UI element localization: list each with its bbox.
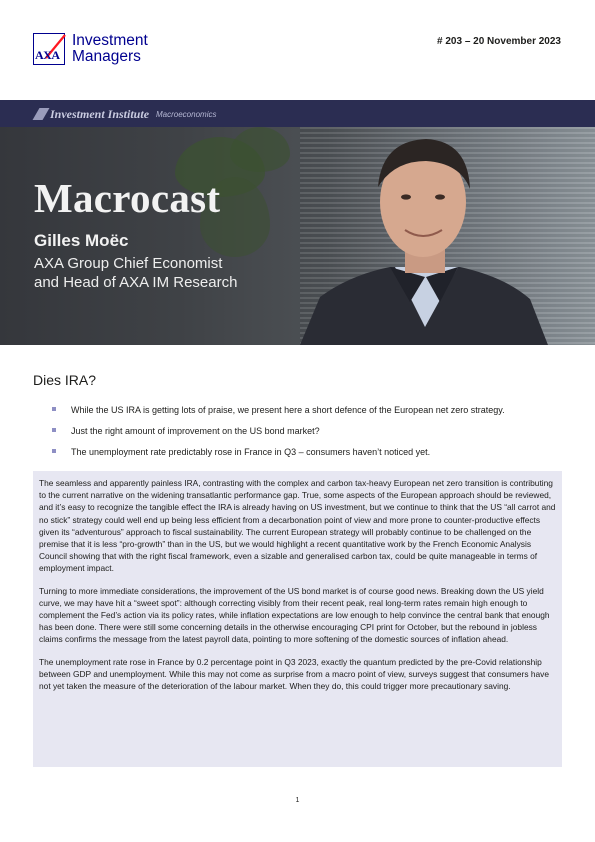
bullet-icon: [52, 449, 56, 453]
bullet-icon: [52, 428, 56, 432]
brand-name: [72, 33, 148, 65]
summary-paragraph: The unemployment rate rose in France by 0.2 percentage point in Q3 2023, exactly the quantum predicted by the pre-Covid relationship between GDP and unemployment. While this may not come as surprise from a macro point of view, surveys suggest that consumers have not yet taken the measure of the deterioration of the labour market. When they do, this could trigger more precautionary saving.: [39, 656, 550, 692]
summary-box: [33, 471, 562, 767]
summary-paragraph: Turning to more immediate considerations, the improvement of the US bond market is of course good news. Breaking down the US yield curve, we may have hit a “sweet spot”: although correcting visibly from their recent peak, real long-term rates remain high enough to complement the Fed’s action via its policy rates, while inflation expectations are low enough to help convince the central bank that enough has been done. There were still some concerning details in the otherwise encouraging CPI print for October, but the rebound in jobless claims confirms the message from the latest payroll data, pointing to more softening of the domestic sources of inflation ahead.: [39, 585, 550, 645]
axa-logo-mark: AXA: [35, 48, 60, 62]
plant-decoration: [230, 127, 290, 172]
page-number: 1: [295, 797, 300, 804]
brand-line-2: Managers: [72, 48, 141, 65]
key-points-list: [52, 404, 562, 467]
author-role-line-2: and Head of AXA IM Research: [34, 274, 238, 291]
author-role: [34, 254, 237, 292]
axa-im-logo: [33, 33, 173, 73]
hero-banner: [0, 127, 595, 345]
author-name: Gilles Moëc: [34, 231, 129, 250]
institute-band: [0, 100, 595, 127]
key-point-text: The unemployment rate predictably rose in France in Q3 – consumers haven’t noticed yet.: [71, 447, 431, 457]
bullet-icon: [52, 407, 56, 411]
institute-logo-text: Investment Institute: [50, 107, 150, 121]
institute-slash-icon: [33, 108, 50, 120]
key-point-text: Just the right amount of improvement on the US bond market?: [71, 426, 320, 436]
brand-line-1: Investment: [72, 32, 148, 49]
author-role-line-1: AXA Group Chief Economist: [34, 255, 223, 272]
key-point-text: While the US IRA is getting lots of praise, we present here a short defence of the European net zero strategy.: [71, 405, 505, 415]
axa-logo-icon: [33, 33, 65, 65]
summary-paragraph: The seamless and apparently painless IRA, contrasting with the complex and carbon tax-heavy European net zero transition is contributing to the current narrative on the widening transatlantic performance gap. True, some aspects of the European approach should be reviewed, and it’s easy to recognize the tangible effect the IRA is already having on US investment, but we continue to think that the US “all carrot and no stick” strategy could well end up being less efficient from a decarbonation point of view and more prone to counter-productive effects given its “adventurous” approach to fiscal sustainability. The current European strategy will probably continue to be challenged on the premise that it is less “pro-growth” than in the US, but we would highlight a recent quantitative work by the French Economic Analysis Council showing that with the right fiscal framework, even a sizable and generalised carbon tax, could be quite manageable in terms of employment impact.: [39, 478, 556, 574]
institute-subtitle: Macroeconomics: [156, 110, 217, 119]
key-point: [52, 425, 562, 437]
issue-number: # 203 – 20 November 2023: [437, 36, 561, 47]
key-point: [52, 404, 562, 416]
author-portrait: [290, 127, 580, 345]
section-title: Dies IRA?: [33, 372, 97, 388]
institute-logo: [36, 107, 149, 122]
key-point: [52, 446, 562, 458]
publication-title: Macrocast: [34, 175, 221, 221]
